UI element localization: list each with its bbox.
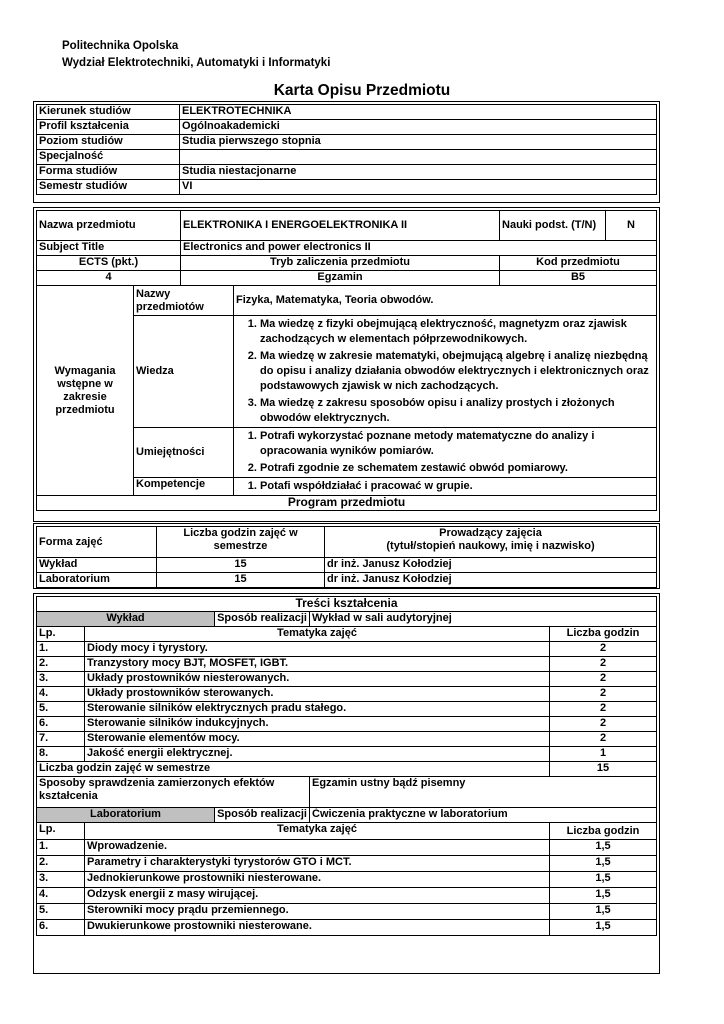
- studies-row: [37, 180, 657, 195]
- page-title: Karta Opisu Przedmiotu: [273, 82, 451, 99]
- list-item: 1. Potafi współdziałać i pracować w grupie.: [260, 478, 654, 495]
- row-topic: Układy prostowników niesterowanych.: [85, 672, 550, 687]
- row-hours: 2: [550, 687, 657, 702]
- list-item: 1. Potrafi wykorzystać poznane metody matematyczne do analizy i opracowania wyników pomiarów.: [260, 428, 654, 460]
- knowledge-list: [236, 316, 654, 427]
- table-row: [37, 904, 657, 920]
- program-teacher: dr inż. Janusz Kołodziej: [325, 573, 657, 588]
- table-row: [37, 702, 657, 717]
- subject-block: [33, 207, 660, 522]
- list-item: 2. Potrafi zgodnie ze schematem zestawić obwód pomiarowy.: [260, 460, 654, 477]
- col-teacher-subtitle: (tytuł/stopień naukowy, imię i nazwisko): [386, 540, 595, 552]
- studies-label: Specjalność: [37, 150, 180, 165]
- subject-name: ELEKTRONIKA I ENERGOELEKTRONIKA II: [181, 211, 500, 241]
- lecture-total-label: Liczba godzin zajęć w semestrze: [37, 762, 550, 777]
- lab-method-label: Sposób realizacji: [215, 808, 310, 823]
- row-lp: 1.: [37, 840, 85, 856]
- studies-table: [36, 104, 657, 195]
- studies-value: Ogólnoakademicki: [180, 120, 657, 135]
- studies-value: [180, 150, 657, 165]
- table-row: [37, 717, 657, 732]
- row-topic: Jednokierunkowe prostowniki niesterowane.: [85, 872, 550, 888]
- code-value: B5: [500, 271, 657, 286]
- row-hours: 2: [550, 732, 657, 747]
- requirements-label: Wymagania wstępne w zakresie przedmiotu: [37, 286, 134, 496]
- table-row: [37, 920, 657, 936]
- row-topic: Tranzystory mocy BJT, MOSFET, IGBT.: [85, 657, 550, 672]
- row-topic: Jakość energii elektrycznej.: [85, 747, 550, 762]
- row-topic: Odzysk energii z masy wirującej.: [85, 888, 550, 904]
- basic-sciences-value: N: [606, 211, 657, 241]
- faculty-name: Wydział Elektrotechniki, Automatyki i Informatyki: [62, 57, 331, 69]
- program-table: [36, 526, 657, 588]
- competence-label: Kompetencje: [134, 478, 234, 496]
- program-hours: 15: [157, 573, 325, 588]
- program-block: [33, 523, 660, 589]
- list-item: 3. Ma wiedzę z zakresu sposobów opisu i analizy prostych i złożonych obwodów elektrycznych.: [260, 395, 654, 427]
- verification-label: Sposoby sprawdzenia zamierzonych efektów kształcenia: [37, 777, 310, 808]
- lab-method: Ćwiczenia praktyczne w laboratorium: [310, 808, 657, 823]
- row-hours: 1: [550, 747, 657, 762]
- row-lp: 2.: [37, 856, 85, 872]
- row-hours: 1,5: [550, 904, 657, 920]
- lecture-method: Wykład w sali audytoryjnej: [310, 612, 657, 627]
- row-lp: 3.: [37, 872, 85, 888]
- lecture-total: 15: [550, 762, 657, 777]
- program-row: [37, 573, 657, 588]
- table-row: [37, 856, 657, 872]
- row-lp: 7.: [37, 732, 85, 747]
- lecture-method-label: Sposób realizacji: [215, 612, 310, 627]
- row-topic: Sterowanie silników indukcyjnych.: [85, 717, 550, 732]
- table-row: [37, 672, 657, 687]
- row-hours: 2: [550, 672, 657, 687]
- program-form: Laboratorium: [37, 573, 157, 588]
- row-topic: Parametry i charakterystyki tyrystorów GTO i MCT.: [85, 856, 550, 872]
- studies-label: Forma studiów: [37, 165, 180, 180]
- lab-hours-header: Liczba godzin: [550, 823, 657, 840]
- studies-row: [37, 120, 657, 135]
- lab-label: Laboratorium: [37, 808, 215, 823]
- program-row: [37, 558, 657, 573]
- table-row: [37, 732, 657, 747]
- lecture-topic-header: Tematyka zajęć: [85, 627, 550, 642]
- skills-label: Umiejętności: [134, 428, 234, 478]
- program-form: Wykład: [37, 558, 157, 573]
- subject-title-en: Electronics and power electronics II: [181, 241, 657, 256]
- studies-label: Profil kształcenia: [37, 120, 180, 135]
- table-row: [37, 888, 657, 904]
- row-lp: 5.: [37, 702, 85, 717]
- row-lp: 5.: [37, 904, 85, 920]
- table-row: [37, 872, 657, 888]
- subject-name-label: Nazwa przedmiotu: [37, 211, 181, 241]
- prereq-subjects: Fizyka, Matematyka, Teoria obwodów.: [234, 286, 657, 316]
- lab-topic-header: Tematyka zajęć: [85, 823, 550, 840]
- skills-list: [236, 428, 654, 477]
- row-hours: 1,5: [550, 856, 657, 872]
- competence-cell: [234, 478, 657, 496]
- table-row: [37, 747, 657, 762]
- ects-value: 4: [37, 271, 181, 286]
- table-row: [37, 657, 657, 672]
- subject-title-label: Subject Title: [37, 241, 181, 256]
- knowledge-label: Wiedza: [134, 316, 234, 428]
- lab-lp-header: Lp.: [37, 823, 85, 840]
- knowledge-cell: [234, 316, 657, 428]
- verification-value: Egzamin ustny bądź pisemny: [310, 777, 657, 808]
- skills-cell: [234, 428, 657, 478]
- mode-value: Egzamin: [181, 271, 500, 286]
- program-title: Program przedmiotu: [37, 496, 657, 511]
- row-hours: 1,5: [550, 840, 657, 856]
- row-lp: 4.: [37, 687, 85, 702]
- studies-label: Kierunek studiów: [37, 105, 180, 120]
- lecture-hours-header: Liczba godzin: [550, 627, 657, 642]
- row-hours: 1,5: [550, 872, 657, 888]
- row-topic: Sterowanie silników elektrycznych pradu stałego.: [85, 702, 550, 717]
- university-name: Politechnika Opolska: [62, 40, 179, 52]
- row-lp: 1.: [37, 642, 85, 657]
- content-block: [33, 593, 660, 974]
- row-lp: 3.: [37, 672, 85, 687]
- row-topic: Diody mocy i tyrystory.: [85, 642, 550, 657]
- content-table: [36, 596, 657, 936]
- row-lp: 8.: [37, 747, 85, 762]
- subject-table: [36, 210, 657, 511]
- studies-row: [37, 150, 657, 165]
- studies-label: Semestr studiów: [37, 180, 180, 195]
- list-item: 2. Ma wiedzę w zakresie matematyki, obejmującą algebrę i analizę niezbędną do opisu i analizy działania obwodów elektrycznych i elektronicznych oraz podstawowych zjawisk w nich zachodzących.: [260, 348, 654, 395]
- row-hours: 1,5: [550, 888, 657, 904]
- basic-sciences-label: Nauki podst. (T/N): [500, 211, 606, 241]
- row-hours: 1,5: [550, 920, 657, 936]
- ects-label: ECTS (pkt.): [37, 256, 181, 271]
- row-lp: 6.: [37, 920, 85, 936]
- studies-value: Studia pierwszego stopnia: [180, 135, 657, 150]
- col-hours-header: Liczba godzin zajęć w semestrze: [157, 527, 325, 558]
- row-lp: 2.: [37, 657, 85, 672]
- row-topic: Wprowadzenie.: [85, 840, 550, 856]
- content-title: Treści kształcenia: [37, 597, 657, 612]
- studies-row: [37, 105, 657, 120]
- row-hours: 2: [550, 642, 657, 657]
- code-label: Kod przedmiotu: [500, 256, 657, 271]
- col-teacher-header: [325, 527, 657, 558]
- table-row: [37, 840, 657, 856]
- studies-row: [37, 165, 657, 180]
- studies-label: Poziom studiów: [37, 135, 180, 150]
- row-topic: Dwukierunkowe prostowniki niesterowane.: [85, 920, 550, 936]
- row-hours: 2: [550, 717, 657, 732]
- row-lp: 6.: [37, 717, 85, 732]
- table-row: [37, 642, 657, 657]
- row-topic: Układy prostowników sterowanych.: [85, 687, 550, 702]
- lecture-label: Wykład: [37, 612, 215, 627]
- row-hours: 2: [550, 702, 657, 717]
- studies-row: [37, 135, 657, 150]
- col-form-header: Forma zajęć: [37, 527, 157, 558]
- row-hours: 2: [550, 657, 657, 672]
- col-teacher-title: Prowadzący zajęcia: [439, 527, 542, 539]
- program-teacher: dr inż. Janusz Kołodziej: [325, 558, 657, 573]
- list-item: 1. Ma wiedzę z fizyki obejmującą elektryczność, magnetyzm oraz zjawisk zachodzących w elementach półprzewodnikowych.: [260, 316, 654, 348]
- studies-value: VI: [180, 180, 657, 195]
- competence-list: [236, 478, 654, 495]
- studies-block: [33, 101, 660, 203]
- row-lp: 4.: [37, 888, 85, 904]
- prereq-subjects-label: Nazwy przedmiotów: [134, 286, 234, 316]
- lecture-lp-header: Lp.: [37, 627, 85, 642]
- row-topic: Sterowanie elementów mocy.: [85, 732, 550, 747]
- table-row: [37, 687, 657, 702]
- mode-label: Tryb zaliczenia przedmiotu: [181, 256, 500, 271]
- program-hours: 15: [157, 558, 325, 573]
- studies-value: ELEKTROTECHNIKA: [180, 105, 657, 120]
- studies-value: Studia niestacjonarne: [180, 165, 657, 180]
- row-topic: Sterowniki mocy prądu przemiennego.: [85, 904, 550, 920]
